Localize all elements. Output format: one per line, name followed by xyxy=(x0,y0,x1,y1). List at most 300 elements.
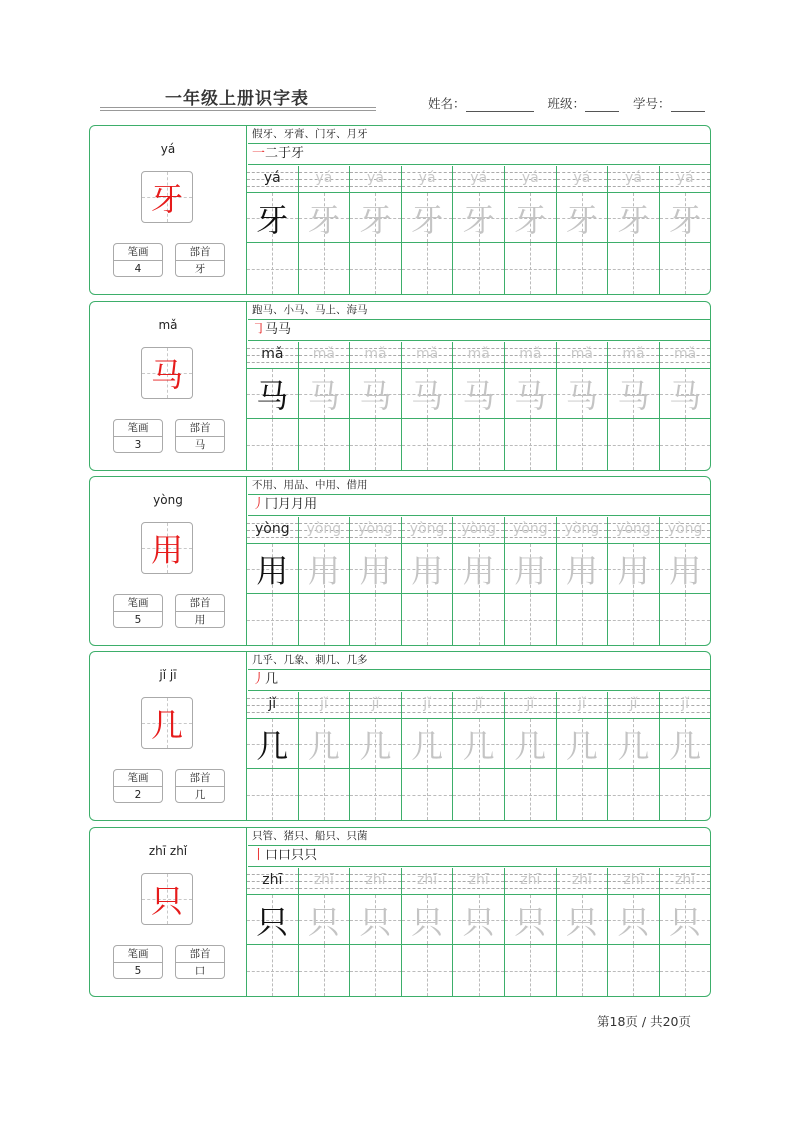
trace-character: 只 xyxy=(617,902,650,941)
pinyin-lines xyxy=(402,517,453,543)
radical-value: 几 xyxy=(194,789,206,801)
blank-writing-box[interactable] xyxy=(350,243,401,294)
model-character: 牙 xyxy=(256,200,289,239)
character-card xyxy=(89,301,711,471)
character-card xyxy=(89,827,711,997)
blank-writing-box[interactable] xyxy=(299,419,350,470)
trace-pinyin: jǐ xyxy=(371,696,380,712)
writing-box xyxy=(453,718,504,769)
writing-box xyxy=(299,192,350,243)
trace-pinyin: jǐ xyxy=(474,696,483,712)
trace-character: 牙 xyxy=(617,200,650,239)
pinyin-lines xyxy=(453,166,504,192)
trace-character: 几 xyxy=(617,726,650,765)
writing-box xyxy=(660,368,711,419)
blank-writing-box[interactable] xyxy=(608,243,659,294)
writing-box xyxy=(247,192,298,243)
pinyin-lines xyxy=(402,692,453,718)
stroke-step: 月 xyxy=(278,497,292,512)
practice-cell[interactable] xyxy=(298,342,350,470)
blank-writing-box[interactable] xyxy=(505,419,556,470)
stroke-order xyxy=(248,846,710,867)
trace-pinyin: jǐ xyxy=(423,696,431,712)
character-card xyxy=(89,651,711,821)
trace-character: 马 xyxy=(411,376,444,415)
blank-writing-box[interactable] xyxy=(402,419,453,470)
writing-box xyxy=(505,192,556,243)
blank-writing-box[interactable] xyxy=(350,419,401,470)
practice-cell[interactable] xyxy=(298,868,350,996)
writing-box xyxy=(557,894,608,945)
trace-character: 牙 xyxy=(307,200,340,239)
blank-writing-box[interactable] xyxy=(247,769,298,820)
blank-writing-box[interactable] xyxy=(557,594,608,645)
character-display-box xyxy=(141,873,193,925)
practice-cell[interactable] xyxy=(607,868,659,996)
practice-grid xyxy=(246,342,711,470)
blank-writing-box[interactable] xyxy=(505,769,556,820)
trace-character: 用 xyxy=(669,551,702,590)
trace-character: 牙 xyxy=(669,200,702,239)
stroke-step: 一 xyxy=(252,146,266,161)
blank-writing-box[interactable] xyxy=(247,594,298,645)
practice-cell[interactable] xyxy=(607,692,659,820)
practice-cell[interactable] xyxy=(504,868,556,996)
model-pinyin: jǐ xyxy=(268,696,277,712)
trace-pinyin: yòng xyxy=(461,521,496,537)
character-info-panel xyxy=(90,126,247,294)
trace-pinyin: yòng xyxy=(512,521,548,537)
stroke-count-box xyxy=(113,769,163,803)
blank-writing-box[interactable] xyxy=(350,769,401,820)
trace-pinyin: yòng xyxy=(564,521,600,537)
model-pinyin: mǎ xyxy=(261,346,284,362)
trace-pinyin: mǎ xyxy=(622,346,645,362)
pinyin-lines xyxy=(350,692,401,718)
writing-box xyxy=(247,543,298,594)
student-fields xyxy=(428,94,705,112)
writing-box xyxy=(557,192,608,243)
trace-character: 只 xyxy=(307,902,340,941)
practice-cell[interactable] xyxy=(452,692,504,820)
trace-pinyin: zhī xyxy=(417,872,438,888)
writing-box xyxy=(660,718,711,769)
pinyin-lines xyxy=(505,692,556,718)
stroke-count-box xyxy=(113,945,163,979)
practice-cell[interactable] xyxy=(659,868,711,996)
writing-box xyxy=(247,718,298,769)
blank-writing-box[interactable] xyxy=(608,419,659,470)
practice-cell[interactable] xyxy=(349,868,401,996)
pinyin-lines xyxy=(299,342,350,368)
stroke-count-label: 笔画 xyxy=(114,946,162,963)
character-display-box xyxy=(141,697,193,749)
stroke-step: 丨 xyxy=(252,848,266,863)
stroke-count-value: 5 xyxy=(134,965,142,977)
writing-box xyxy=(350,368,401,419)
practice-grid xyxy=(246,166,711,294)
pinyin-lines xyxy=(608,692,659,718)
class-label: 班级： xyxy=(547,96,586,111)
trace-pinyin: yá xyxy=(418,170,436,186)
practice-cell[interactable] xyxy=(349,342,401,470)
practice-cell[interactable] xyxy=(452,166,504,294)
practice-cell[interactable] xyxy=(504,342,556,470)
practice-cell[interactable] xyxy=(246,517,298,645)
blank-writing-box[interactable] xyxy=(453,419,504,470)
trace-pinyin: jǐ xyxy=(578,696,586,712)
model-character: 只 xyxy=(256,902,289,941)
blank-writing-box[interactable] xyxy=(660,945,711,996)
example-words: 跑马、小马、马上、海马 xyxy=(248,302,710,320)
writing-box xyxy=(402,368,453,419)
main-character: 用 xyxy=(150,531,183,569)
blank-writing-box[interactable] xyxy=(453,945,504,996)
writing-box xyxy=(350,192,401,243)
trace-character: 用 xyxy=(462,551,495,590)
writing-box xyxy=(453,543,504,594)
pinyin-lines xyxy=(608,517,659,543)
pinyin-label: mǎ xyxy=(158,318,178,332)
trace-character: 几 xyxy=(565,726,598,765)
stroke-count-label: 笔画 xyxy=(114,595,162,612)
main-character: 几 xyxy=(150,706,183,744)
pinyin-lines xyxy=(453,342,504,368)
blank-writing-box[interactable] xyxy=(350,945,401,996)
practice-cell[interactable] xyxy=(246,166,298,294)
blank-writing-box[interactable] xyxy=(557,945,608,996)
character-info-panel xyxy=(90,302,247,470)
stroke-step: 用 xyxy=(304,497,318,512)
trace-pinyin: mǎ xyxy=(415,346,439,362)
stroke-count-value: 4 xyxy=(134,263,142,275)
character-card xyxy=(89,476,711,646)
stroke-count-label: 笔画 xyxy=(114,244,162,261)
stroke-step: 只 xyxy=(291,848,305,863)
blank-writing-box[interactable] xyxy=(660,243,711,294)
model-character: 马 xyxy=(256,376,289,415)
practice-cell[interactable] xyxy=(246,868,298,996)
blank-writing-box[interactable] xyxy=(608,594,659,645)
stroke-step: 牙 xyxy=(291,146,305,161)
practice-cell[interactable] xyxy=(452,517,504,645)
character-card xyxy=(89,125,711,295)
blank-writing-box[interactable] xyxy=(505,594,556,645)
main-character: 牙 xyxy=(150,180,183,218)
trace-character: 用 xyxy=(565,551,598,590)
model-pinyin: yá xyxy=(263,170,281,186)
pinyin-lines xyxy=(608,342,659,368)
practice-cell[interactable] xyxy=(556,166,608,294)
trace-character: 用 xyxy=(307,551,340,590)
character-display-box xyxy=(141,522,193,574)
trace-character: 只 xyxy=(514,902,547,941)
name-field[interactable] xyxy=(466,99,534,112)
blank-writing-box[interactable] xyxy=(247,243,298,294)
writing-box xyxy=(299,543,350,594)
trace-character: 马 xyxy=(669,376,702,415)
trace-pinyin: mǎ xyxy=(570,346,593,362)
practice-cell[interactable] xyxy=(349,692,401,820)
trace-pinyin: yá xyxy=(676,170,694,186)
pinyin-lines xyxy=(350,342,401,368)
practice-cell[interactable] xyxy=(349,517,401,645)
practice-cell[interactable] xyxy=(401,868,453,996)
writing-box xyxy=(402,543,453,594)
trace-character: 用 xyxy=(514,551,547,590)
trace-character: 只 xyxy=(669,902,702,941)
stroke-step: 丿 xyxy=(252,672,266,687)
trace-pinyin: yòng xyxy=(616,521,651,537)
trace-character: 几 xyxy=(462,726,495,765)
blank-writing-box[interactable] xyxy=(505,243,556,294)
pinyin-lines xyxy=(608,166,659,192)
practice-grid xyxy=(246,517,711,645)
character-info-panel xyxy=(90,477,247,645)
blank-writing-box[interactable] xyxy=(299,594,350,645)
pinyin-lines xyxy=(402,166,453,192)
blank-writing-box[interactable] xyxy=(608,945,659,996)
character-display-box xyxy=(141,347,193,399)
trace-pinyin: yá xyxy=(367,170,384,186)
id-field[interactable] xyxy=(671,99,705,112)
writing-box xyxy=(660,543,711,594)
practice-cell[interactable] xyxy=(556,868,608,996)
practice-cell[interactable] xyxy=(504,517,556,645)
trace-pinyin: jǐ xyxy=(320,696,328,712)
blank-writing-box[interactable] xyxy=(608,769,659,820)
stroke-step: 丿 xyxy=(252,497,266,512)
practice-cell[interactable] xyxy=(401,166,453,294)
pinyin-lines xyxy=(660,868,711,894)
trace-pinyin: yá xyxy=(521,170,539,186)
blank-writing-box[interactable] xyxy=(402,769,453,820)
main-character: 马 xyxy=(150,356,183,394)
trace-pinyin: yá xyxy=(573,170,591,186)
trace-pinyin: mǎ xyxy=(673,346,697,362)
trace-pinyin: jǐ xyxy=(681,696,689,712)
trace-pinyin: yá xyxy=(315,170,333,186)
example-words: 只管、猪只、船只、只菌 xyxy=(248,828,710,846)
stroke-step: ㇆ xyxy=(252,322,266,337)
trace-character: 几 xyxy=(359,726,392,765)
practice-cell[interactable] xyxy=(556,517,608,645)
trace-pinyin: zhī xyxy=(571,872,592,888)
practice-cell[interactable] xyxy=(659,342,711,470)
pinyin-lines xyxy=(299,166,350,192)
blank-writing-box[interactable] xyxy=(402,945,453,996)
trace-character: 牙 xyxy=(514,200,547,239)
trace-pinyin: mǎ xyxy=(519,346,542,362)
stroke-count-box xyxy=(113,243,163,277)
model-character: 几 xyxy=(256,726,289,765)
trace-pinyin: yòng xyxy=(409,521,445,537)
stroke-count-value: 3 xyxy=(134,439,142,451)
practice-cell[interactable] xyxy=(452,342,504,470)
example-words: 假牙、牙膏、门牙、月牙 xyxy=(248,126,710,144)
stroke-step: 马 xyxy=(278,322,292,337)
trace-character: 马 xyxy=(514,376,547,415)
practice-cell[interactable] xyxy=(401,692,453,820)
practice-cell[interactable] xyxy=(556,342,608,470)
stroke-step: 只 xyxy=(304,848,318,863)
stroke-step: 月 xyxy=(291,497,305,512)
radical-label: 部首 xyxy=(176,595,224,612)
trace-character: 用 xyxy=(411,551,444,590)
trace-character: 只 xyxy=(359,902,392,941)
blank-writing-box[interactable] xyxy=(247,945,298,996)
practice-cell[interactable] xyxy=(298,166,350,294)
trace-character: 用 xyxy=(617,551,650,590)
radical-label: 部首 xyxy=(176,770,224,787)
blank-writing-box[interactable] xyxy=(660,594,711,645)
pinyin-lines xyxy=(247,868,298,894)
stroke-order xyxy=(248,495,710,516)
trace-character: 用 xyxy=(359,551,392,590)
practice-cell[interactable] xyxy=(452,868,504,996)
pinyin-label: jǐ jī xyxy=(159,668,177,682)
pinyin-label: yòng xyxy=(153,493,183,507)
radical-box xyxy=(175,594,225,628)
stroke-count-label: 笔画 xyxy=(114,770,162,787)
blank-writing-box[interactable] xyxy=(299,243,350,294)
example-words: 几乎、几象、刺几、几多 xyxy=(248,652,710,670)
title-rule xyxy=(100,107,376,108)
writing-box xyxy=(557,368,608,419)
blank-writing-box[interactable] xyxy=(557,419,608,470)
pinyin-lines xyxy=(660,166,711,192)
trace-pinyin: jǐ xyxy=(526,696,535,712)
trace-character: 牙 xyxy=(565,200,598,239)
trace-character: 几 xyxy=(307,726,340,765)
trace-pinyin: zhī xyxy=(365,872,386,888)
practice-cell[interactable] xyxy=(401,342,453,470)
practice-cell[interactable] xyxy=(659,692,711,820)
practice-cell[interactable] xyxy=(607,342,659,470)
pinyin-lines xyxy=(247,342,298,368)
practice-cell[interactable] xyxy=(607,166,659,294)
writing-box xyxy=(505,543,556,594)
trace-pinyin: yòng xyxy=(306,521,342,537)
practice-cell[interactable] xyxy=(246,692,298,820)
writing-box xyxy=(608,543,659,594)
pinyin-lines xyxy=(247,517,298,543)
model-pinyin: yòng xyxy=(254,521,290,537)
pinyin-lines xyxy=(557,342,608,368)
practice-cell[interactable] xyxy=(401,517,453,645)
radical-box xyxy=(175,243,225,277)
practice-cell[interactable] xyxy=(607,517,659,645)
pinyin-lines xyxy=(453,517,504,543)
writing-box xyxy=(608,894,659,945)
stroke-count-box xyxy=(113,594,163,628)
trace-character: 几 xyxy=(514,726,547,765)
main-character: 只 xyxy=(150,882,183,920)
class-field[interactable] xyxy=(585,99,619,112)
stroke-order xyxy=(248,320,710,341)
blank-writing-box[interactable] xyxy=(247,419,298,470)
stroke-order xyxy=(248,144,710,165)
trace-character: 牙 xyxy=(411,200,444,239)
stroke-step: 几 xyxy=(265,672,279,687)
practice-cell[interactable] xyxy=(298,692,350,820)
practice-cell[interactable] xyxy=(298,517,350,645)
trace-pinyin: yá xyxy=(625,170,642,186)
pinyin-lines xyxy=(660,517,711,543)
trace-pinyin: mǎ xyxy=(312,346,335,362)
pinyin-lines xyxy=(350,868,401,894)
pinyin-label: yá xyxy=(160,142,176,156)
trace-pinyin: yá xyxy=(470,170,488,186)
character-display-box xyxy=(141,171,193,223)
blank-writing-box[interactable] xyxy=(453,594,504,645)
model-character: 用 xyxy=(256,551,289,590)
practice-cell[interactable] xyxy=(504,692,556,820)
trace-character: 马 xyxy=(462,376,495,415)
trace-pinyin: zhī xyxy=(623,872,644,888)
practice-cell[interactable] xyxy=(349,166,401,294)
trace-pinyin: zhī xyxy=(675,872,696,888)
pinyin-lines xyxy=(453,692,504,718)
writing-box xyxy=(453,368,504,419)
character-info-panel xyxy=(90,828,247,996)
blank-writing-box[interactable] xyxy=(660,419,711,470)
blank-writing-box[interactable] xyxy=(299,945,350,996)
trace-pinyin: zhī xyxy=(520,872,541,888)
stroke-count-value: 2 xyxy=(134,789,142,801)
trace-pinyin: yòng xyxy=(667,521,703,537)
blank-writing-box[interactable] xyxy=(505,945,556,996)
pinyin-lines xyxy=(608,868,659,894)
trace-pinyin: zhī xyxy=(468,872,489,888)
blank-writing-box[interactable] xyxy=(453,243,504,294)
blank-writing-box[interactable] xyxy=(557,769,608,820)
blank-writing-box[interactable] xyxy=(660,769,711,820)
character-info-panel xyxy=(90,652,247,820)
pinyin-lines xyxy=(660,342,711,368)
practice-cell[interactable] xyxy=(556,692,608,820)
writing-box xyxy=(505,368,556,419)
pinyin-lines xyxy=(505,868,556,894)
blank-writing-box[interactable] xyxy=(402,243,453,294)
practice-grid xyxy=(246,692,711,820)
blank-writing-box[interactable] xyxy=(557,243,608,294)
pinyin-lines xyxy=(660,692,711,718)
pinyin-lines xyxy=(557,166,608,192)
practice-grid xyxy=(246,868,711,996)
pinyin-label: zhī zhǐ xyxy=(148,844,188,858)
practice-cell[interactable] xyxy=(659,166,711,294)
trace-pinyin: yòng xyxy=(358,521,393,537)
blank-writing-box[interactable] xyxy=(350,594,401,645)
pinyin-lines xyxy=(299,517,350,543)
pinyin-lines xyxy=(557,517,608,543)
writing-box xyxy=(299,368,350,419)
trace-pinyin: mǎ xyxy=(364,346,387,362)
stroke-step: 于 xyxy=(278,146,292,161)
writing-box xyxy=(350,543,401,594)
blank-writing-box[interactable] xyxy=(402,594,453,645)
practice-cell[interactable] xyxy=(246,342,298,470)
practice-cell[interactable] xyxy=(504,166,556,294)
radical-label: 部首 xyxy=(176,420,224,437)
writing-box xyxy=(299,718,350,769)
blank-writing-box[interactable] xyxy=(299,769,350,820)
radical-label: 部首 xyxy=(176,244,224,261)
blank-writing-box[interactable] xyxy=(453,769,504,820)
writing-box xyxy=(608,368,659,419)
practice-cell[interactable] xyxy=(659,517,711,645)
